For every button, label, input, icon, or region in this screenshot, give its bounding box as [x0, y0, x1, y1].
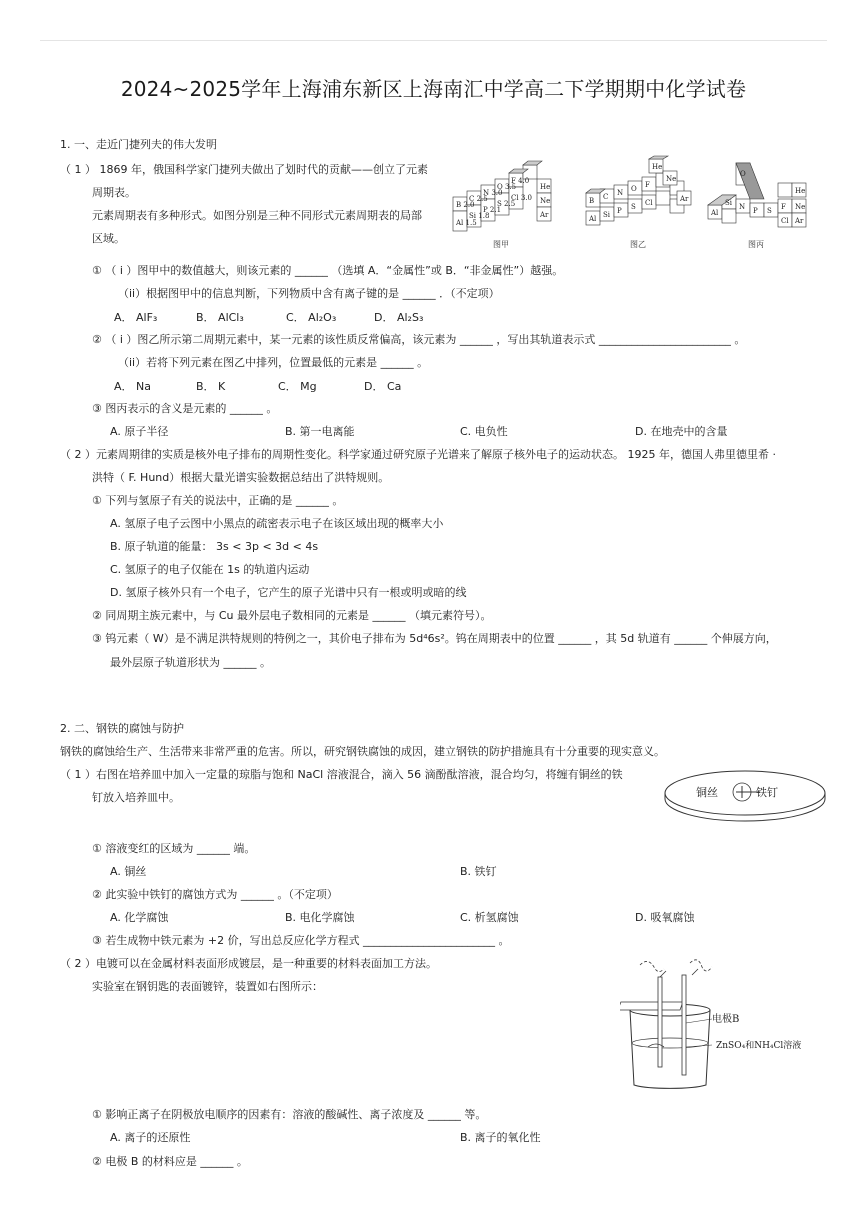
figure-bing-label: 图丙 — [748, 240, 764, 249]
bing-cell-s: S — [767, 207, 772, 215]
yi-cell-f: F — [645, 181, 650, 189]
q1-s1-i: ① （ i ）图甲中的数值越大，则该元素的 ______ （选填 A．“金属性”或 B．“非金属性”）越强。 — [92, 264, 564, 277]
yi-cell-s: S — [631, 203, 636, 211]
bing-cell-p: P — [753, 207, 758, 215]
q2-q4-option-a[interactable]: A. 离子的还原性 — [110, 1131, 191, 1144]
q1-s3-option-d[interactable]: D. 在地壳中的含量 — [635, 425, 728, 438]
jia-cell-ar: Ar — [540, 211, 549, 219]
jia-cell-s: S 2.5 — [497, 200, 516, 208]
bing-cell-he: He — [795, 187, 806, 195]
q1-s3-option-c[interactable]: C. 电负性 — [460, 425, 508, 438]
jia-cell-p: P 2.1 — [483, 206, 502, 214]
q1-s1-option-c[interactable]: C． Al₂O₃ — [286, 311, 337, 324]
jia-cell-c: C 2.5 — [469, 195, 488, 203]
top-divider — [40, 40, 827, 41]
q1-s3-option-a[interactable]: A. 原子半径 — [110, 425, 169, 438]
dish-label-iron-nail: 铁钉 — [756, 786, 778, 799]
bing-cell-f: F — [781, 203, 786, 211]
yi-cell-ne: Ne — [666, 175, 677, 183]
yi-cell-c: C — [603, 193, 609, 201]
q1-p2-line2: 洪特（ F. Hund）根据大量光谱实验数据总结出了洪特规则。 — [92, 471, 390, 484]
yi-cell-he: He — [652, 163, 663, 171]
q2-p2-line2: 实验室在钢钥匙的表面镀锌，装置如右图所示： — [92, 980, 323, 993]
yi-cell-ar: Ar — [680, 195, 689, 203]
bing-cell-ar: Ar — [795, 217, 804, 225]
q1-p2-q3-line1: ③ 钨元素（ W）是不满足洪特规则的特例之一，其价电子排布为 5d⁴6s²。钨在周期表中的位置 ______ ，其 5d 轨道有 ______ 个伸展方向， — [92, 632, 777, 645]
q1-p2-q1: ① 下列与氢原子有关的说法中，正确的是 ______ 。 — [92, 494, 344, 507]
q1-p1-line4: 区域。 — [92, 232, 125, 245]
beaker-label-solution: ZnSO₄和NH₄Cl溶液 — [716, 1041, 802, 1051]
figure-jia-label: 图甲 — [493, 240, 509, 249]
jia-cell-f: F 4.0 — [511, 177, 530, 185]
q1-p2-q1-option-a[interactable]: A. 氢原子电子云图中小黑点的疏密表示电子在该区域出现的概率大小 — [110, 517, 444, 530]
jia-cell-ne: Ne — [540, 197, 551, 205]
bing-cell-ne: Ne — [795, 203, 806, 211]
q2-q4: ① 影响正离子在阴极放电顺序的因素有：溶液的酸碱性、离子浓度及 ______ 等。 — [92, 1108, 487, 1121]
q2-q5: ② 电极 B 的材料应是 ______ 。 — [92, 1155, 248, 1168]
q1-s2-option-c[interactable]: C． Mg — [278, 380, 317, 393]
yi-cell-si: Si — [603, 211, 611, 219]
beaker-label-electrode-b: 电极B — [712, 1014, 740, 1025]
yi-cell-b: B — [589, 197, 595, 205]
q2-q1: ① 溶液变红的区域为 ______ 端。 — [92, 842, 256, 855]
q2-q2-option-c[interactable]: C. 析氢腐蚀 — [460, 911, 519, 924]
q1-p2-q2: ② 同周期主族元素中，与 Cu 最外层电子数相同的元素是 ______ （填元素符号）。 — [92, 609, 492, 622]
q2-q2-option-d[interactable]: D. 吸氧腐蚀 — [635, 911, 695, 924]
figure-yi-label: 图乙 — [630, 240, 646, 249]
q1-s2-ii: （ii）若将下列元素在图乙中排列，位置最低的元素是 ______ 。 — [118, 356, 429, 369]
q2-q1-option-b[interactable]: B. 铁钉 — [460, 865, 497, 878]
q2-p2-line1: （ 2 ）电镀可以在金属材料表面形成镀层，是一种重要的材料表面加工方法。 — [60, 957, 437, 970]
yi-cell-n: N — [617, 189, 624, 197]
q1-p1-line3: 元素周期表有多种形式。如图分别是三种不同形式元素周期表的局部 — [92, 209, 422, 222]
q2-p1-line1: （ 1 ）右图在培养皿中加入一定量的琼脂与饱和 NaCl 溶液混合，滴入 56 滴酚酞溶液，混合均匀，将缠有铜丝的铁 — [60, 768, 623, 781]
page-title: 2024~2025学年上海浦东新区上海南汇中学高二下学期期中化学试卷 — [120, 77, 747, 101]
q1-heading: 1. 一、走近门捷列夫的伟大发明 — [60, 138, 217, 151]
q1-p2-q1-option-c[interactable]: C. 氢原子的电子仅能在 1s 的轨道内运动 — [110, 563, 310, 576]
yi-cell-o: O — [631, 185, 637, 193]
yi-cell-cl: Cl — [645, 199, 653, 207]
figure-yi — [586, 156, 691, 225]
jia-cell-b: B 2.0 — [456, 201, 475, 209]
q1-s1-option-b[interactable]: B． AlCl₃ — [196, 311, 244, 324]
q2-q2-option-b[interactable]: B. 电化学腐蚀 — [285, 911, 355, 924]
yi-cell-al: Al — [589, 215, 597, 223]
q1-s3: ③ 图丙表示的含义是元素的 ______ 。 — [92, 402, 278, 415]
periodic-table-figures — [448, 155, 826, 255]
jia-cell-si: Si 1.8 — [469, 212, 490, 220]
q1-p1-line2: 周期表。 — [92, 186, 136, 199]
q1-s1-ii: （ii）根据图甲中的信息判断，下列物质中含有离子键的是 ______ ．（不定项） — [118, 287, 500, 300]
q1-s2-option-d[interactable]: D． Ca — [364, 380, 402, 393]
q1-s2-i: ② （ i ）图乙所示第二周期元素中，某一元素的该性质反常偏高，该元素为 ______ ，写出其轨道表示式 ________________________ 。 — [92, 333, 746, 346]
jia-cell-cl: Cl 3.0 — [511, 194, 532, 202]
q1-p2-line1: （ 2 ）元素周期律的实质是核外电子排布的周期性变化。科学家通过研究原子光谱来了解原子核外电子的运动状态。 1925 年，德国人弗里德里希 · — [60, 448, 776, 461]
bing-cell-al: Al — [711, 209, 719, 217]
bing-cell-cl: Cl — [781, 217, 789, 225]
q1-s3-option-b[interactable]: B. 第一电离能 — [285, 425, 355, 438]
q2-heading: 2. 二、钢铁的腐蚀与防护 — [60, 722, 184, 735]
q1-p1-line1: （ 1 ） 1869 年，俄国科学家门捷列夫做出了划时代的贡献——创立了元素 — [60, 163, 428, 176]
bing-cell-n: N — [739, 203, 746, 211]
q1-p2-q1-option-d[interactable]: D. 氢原子核外只有一个电子，它产生的原子光谱中只有一根或明或暗的线 — [110, 586, 467, 599]
q2-q4-option-b[interactable]: B. 离子的氧化性 — [460, 1131, 541, 1144]
q1-s1-option-d[interactable]: D． Al₂S₃ — [374, 311, 424, 324]
electroplating-figure — [620, 955, 820, 1095]
jia-cell-n: N 3.0 — [483, 189, 503, 197]
bing-cell-si: Si — [725, 199, 733, 207]
q2-intro: 钢铁的腐蚀给生产、生活带来非常严重的危害。所以，研究钢铁腐蚀的成因，建立钢铁的防护措施具有十分重要的现实意义。 — [60, 745, 665, 758]
figure-jia-labels — [455, 177, 550, 227]
bing-cell-o: O — [740, 170, 746, 178]
petri-dish-figure — [660, 765, 830, 827]
q1-s1-option-a[interactable]: A． AlF₃ — [114, 311, 158, 324]
dish-label-copper: 铜丝 — [696, 786, 718, 799]
q2-q3: ③ 若生成物中铁元素为 +2 价，写出总反应化学方程式 ________________________ 。 — [92, 934, 510, 947]
q1-p2-q1-option-b[interactable]: B. 原子轨道的能量： 3s < 3p < 3d < 4s — [110, 540, 319, 553]
yi-cell-p: P — [617, 207, 622, 215]
jia-cell-he: He — [540, 183, 551, 191]
q2-p1-line2: 钉放入培养皿中。 — [92, 791, 180, 804]
jia-cell-o: O 3.5 — [497, 183, 517, 191]
q1-s2-option-b[interactable]: B． K — [196, 380, 226, 393]
jia-cell-al: Al 1.5 — [456, 219, 477, 227]
q2-q2-option-a[interactable]: A. 化学腐蚀 — [110, 911, 169, 924]
q2-q2: ② 此实验中铁钉的腐蚀方式为 ______ 。（不定项） — [92, 888, 338, 901]
q1-p2-q3-line2: 最外层原子轨道形状为 ______ 。 — [110, 656, 271, 669]
q1-s2-option-a[interactable]: A． Na — [114, 380, 151, 393]
figure-bing — [708, 163, 806, 227]
q2-q1-option-a[interactable]: A. 铜丝 — [110, 865, 147, 878]
